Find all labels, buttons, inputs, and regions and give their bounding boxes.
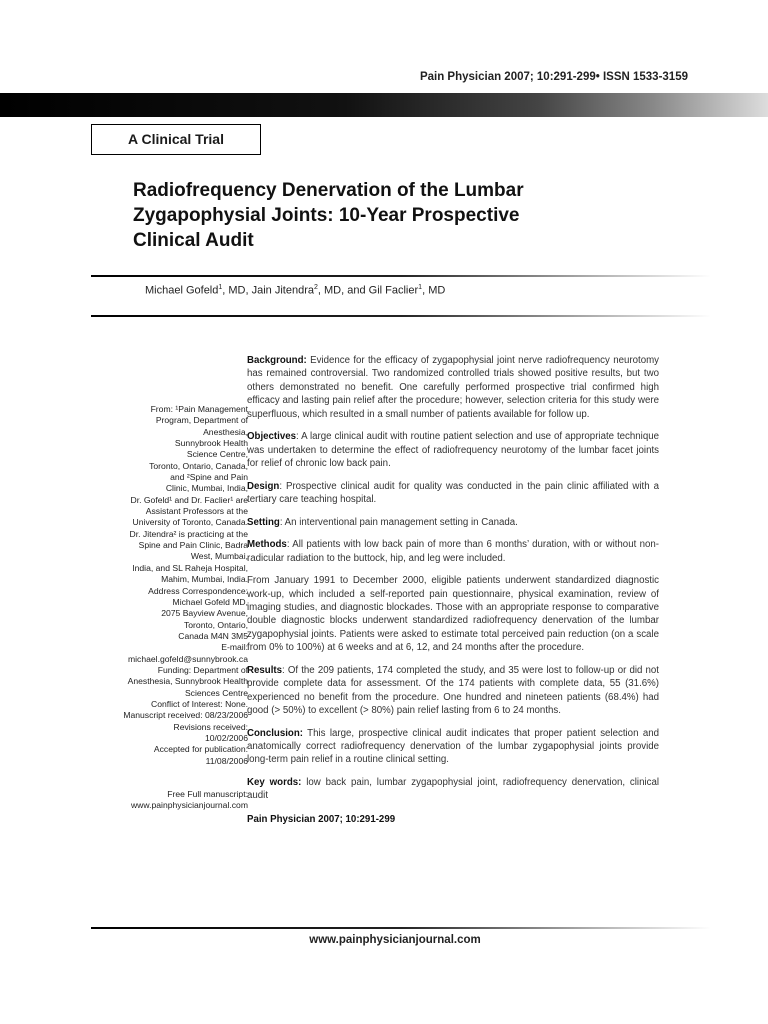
sidebar-line: Manuscript received: 08/23/2006	[123, 710, 248, 721]
sidebar-line: E-mail:	[221, 642, 248, 653]
section-label: Conclusion:	[247, 727, 303, 739]
author-name: Gil Faclier	[368, 284, 419, 297]
sidebar-line: Conflict of Interest: None.	[151, 698, 248, 709]
author-affiliation-mark: 1	[418, 284, 423, 291]
author-degree: , MD,	[222, 284, 252, 297]
title-line: Clinical Audit	[133, 230, 254, 251]
sidebar-line: University of Toronto, Canada.	[132, 517, 248, 528]
sidebar-line: michael.gofeld@sunnybrook.ca	[127, 653, 248, 664]
article-title	[133, 178, 653, 253]
sidebar-line: Mahim, Mumbai, India.	[161, 574, 248, 585]
sidebar-line: Toronto, Ontario,	[183, 619, 248, 630]
section-text: : Prospective clinical audit for quality was conducted in the pain clinic affiliated with a tertiary care teaching hospital.	[247, 480, 659, 506]
sidebar-line: Accepted for publication:	[153, 744, 248, 755]
sidebar-line: Program, Department of	[155, 415, 248, 426]
author-affiliation-mark: 2	[314, 284, 318, 291]
author-degree: , MD	[422, 284, 446, 297]
sidebar-line: Canada M4N 3M5	[178, 630, 248, 641]
sidebar-line: Toronto, Ontario, Canada,	[149, 460, 248, 471]
title-rule	[91, 275, 711, 277]
sidebar-line: Anesthesia,	[203, 426, 248, 437]
sidebar-line: Clinic, Mumbai, India,	[165, 483, 248, 494]
sidebar-line: Free Full manuscript:	[167, 789, 248, 799]
sidebar-line: Dr. Gofeld¹ and Dr. Faclier¹ are	[130, 494, 248, 505]
abstract-design	[247, 480, 659, 507]
abstract-keywords	[247, 776, 659, 803]
section-text: : A large clinical audit with routine patient selection and use of appropriate technique was undertaken to determine the effect of radiofrequency neurotomy of the lumbar facet joints for relief of chronic low back pain.	[247, 431, 659, 470]
sidebar-line: and ²Spine and Pain	[170, 472, 248, 483]
sidebar-line: Anesthesia, Sunnybrook Health	[127, 676, 248, 687]
author-rule	[91, 315, 711, 317]
sidebar-line: Michael Gofeld MD,	[172, 596, 248, 607]
sidebar-line: Sunnybrook Health	[174, 438, 248, 449]
sidebar-line: India, and SL Raheja Hospital,	[132, 562, 248, 573]
section-text: From January 1991 to December 2000, eligible patients underwent standardized diagnostic work-up, which included a self-reported pain questionnaire, physical examination, review of imaging studies, and diagnostic blockades. Those with an appropriate response to comparative double diagnostic blocks underwent standardized radiofrequency denervation of the lumbar zygapophysial joints. Patients were asked to estimate total perceived pain reduction (on a scale from 0% to 100%) at 6 weeks and at 6, 12, and 24 months after the procedure.	[247, 575, 659, 654]
sidebar-line: Revisions received:	[173, 721, 248, 732]
article-type-box: A Clinical Trial	[91, 124, 261, 155]
abstract-conclusion	[247, 727, 659, 767]
author-name: Jain Jitendra	[251, 284, 314, 297]
abstract-objectives	[247, 430, 659, 470]
sidebar-line: Science Centre,	[186, 449, 248, 460]
abstract-citation: Pain Physician 2007; 10:291-299	[247, 813, 396, 825]
journal-citation-header: Pain Physician 2007; 10:291-299• ISSN 1533-3159	[419, 71, 688, 83]
abstract-background	[247, 354, 659, 421]
sidebar-line: Sciences Centre	[184, 687, 248, 698]
section-label: Design	[247, 480, 280, 492]
fulltext-link[interactable]: www.painphysicianjournal.com	[130, 800, 248, 811]
sidebar-line: Dr. Jitendra² is practicing at the	[129, 528, 248, 539]
author-name: Michael Gofeld	[145, 284, 219, 297]
author-affiliation-mark: 1	[218, 284, 223, 291]
section-label: Methods	[247, 539, 287, 551]
sidebar-line: 10/02/2006	[204, 732, 248, 743]
author-degree: , MD, and	[317, 284, 369, 297]
section-label: Results	[247, 664, 282, 676]
footer-rule	[91, 927, 711, 929]
header-gradient-bar	[0, 93, 768, 117]
sidebar-gap	[80, 767, 248, 789]
section-text: : All patients with low back pain of more than 6 months’ duration, with or without non-radicular radiation to the buttock, hip, and leg were included.	[247, 539, 659, 564]
abstract	[247, 354, 659, 835]
section-text: : Of the 209 patients, 174 completed the study, and 35 were lost to follow-up or did not provide complete data for assessment. Of the 174 patients with complete data, 55 (31.6%) experienced no benefit from the procedure. One hundred and nineteen patients (68.4%) had good (> 50%) to excellent (> 80%) pain relief lasting from 6 to 24 months.	[247, 664, 659, 717]
abstract-results	[247, 664, 659, 718]
affiliation-sidebar	[80, 404, 248, 812]
sidebar-line: Assistant Professors at the	[145, 506, 248, 517]
abstract-methods	[247, 538, 659, 565]
section-text: Evidence for the efficacy of zygapophysial joint nerve radiofrequency neurotomy has remained controversial. Two randomized controlled trials showed positive results, but two others demonstrated no benefit. One carefully performed prospective trial confirmed high efficacy and lasting pain relief after the procedure; however, selection criteria for this study were superfluous, which resulted in a small number of patients available for follow up.	[247, 355, 659, 420]
title-line: Zygapophysial Joints: 10-Year Prospective	[133, 205, 520, 226]
sidebar-line: Address Correspondence:	[148, 585, 248, 596]
sidebar-line: 11/08/2006	[205, 755, 248, 766]
section-label: Background:	[247, 355, 307, 366]
abstract-setting	[247, 516, 659, 529]
section-label: Setting	[247, 516, 280, 528]
sidebar-line: 2075 Bayview Avenue,	[161, 608, 248, 619]
sidebar-line: From: ¹Pain Management	[150, 404, 248, 414]
section-label: Key words:	[247, 777, 302, 789]
sidebar-line: Spine and Pain Clinic, Badra	[138, 540, 248, 551]
section-text: low back pain, lumbar zygapophysial joint, radiofrequency denervation, clinical audit	[247, 777, 659, 802]
title-line: Radiofrequency Denervation of the Lumbar	[133, 180, 524, 201]
section-label: Objectives	[247, 431, 297, 443]
section-text: This large, prospective clinical audit indicates that proper patient selection and anatomically correct radiofrequency denervation of the lumbar zygapophysial joints provide long-term pain relief in a routine clinical setting.	[247, 727, 659, 766]
author-line	[145, 284, 445, 297]
footer-url[interactable]: www.painphysicianjournal.com	[309, 934, 481, 946]
abstract-methods-detail	[247, 574, 659, 654]
section-text: : An interventional pain management setting in Canada.	[279, 516, 518, 528]
sidebar-line: Funding: Department of	[157, 664, 248, 675]
sidebar-line: West, Mumbai,	[190, 551, 248, 562]
